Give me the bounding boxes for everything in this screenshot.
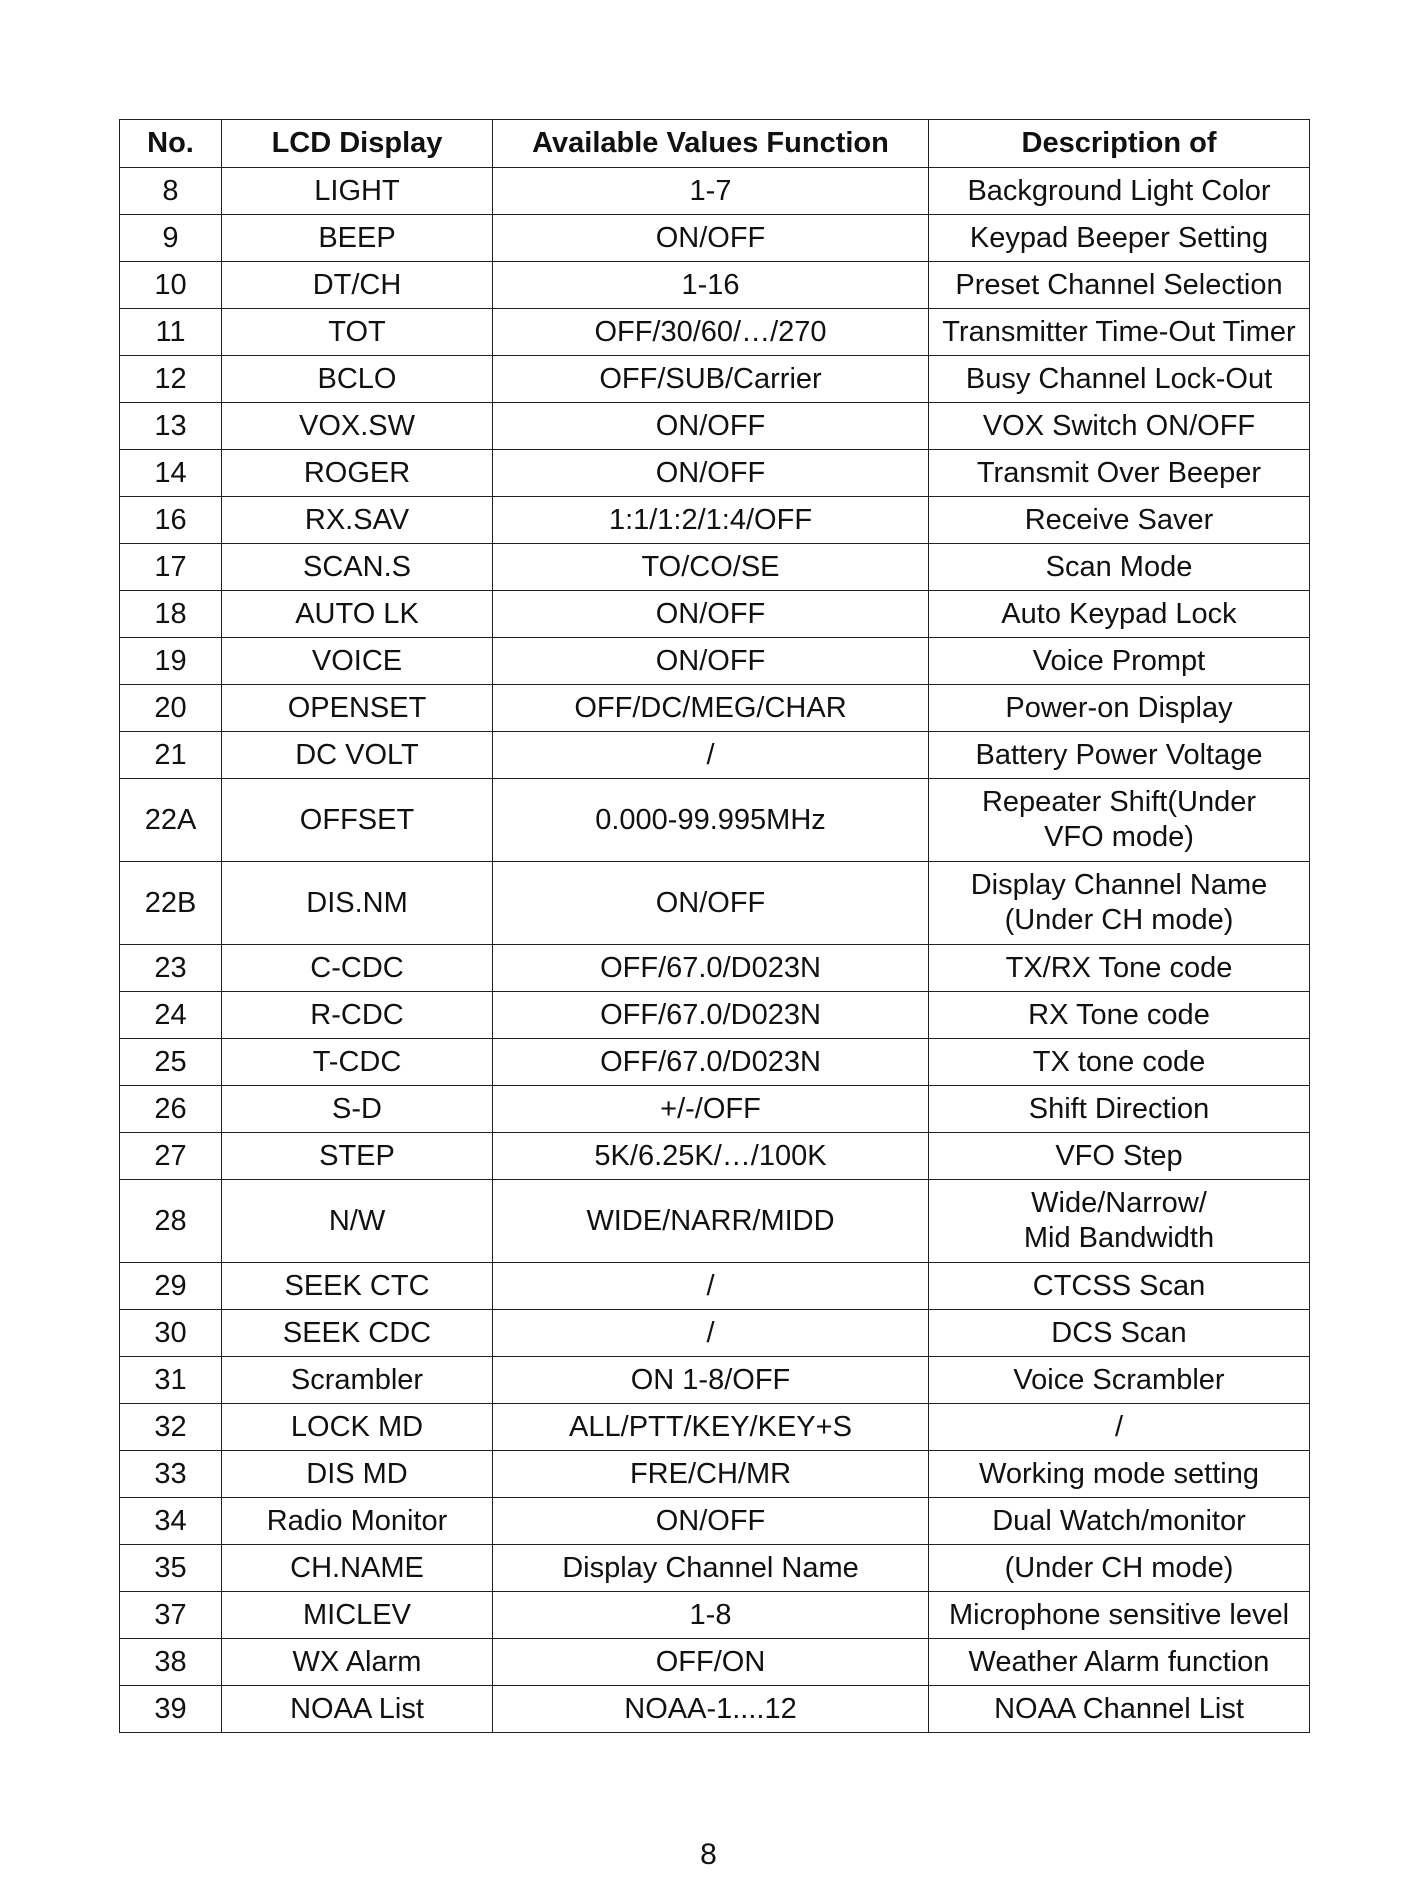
cell-no: 32 <box>120 1404 222 1451</box>
cell-lcd-display: N/W <box>222 1180 493 1263</box>
table-row <box>120 1686 1310 1733</box>
cell-description: Power-on Display <box>929 685 1310 732</box>
cell-lcd-display: VOX.SW <box>222 403 493 450</box>
cell-description: TX/RX Tone code <box>929 945 1310 992</box>
cell-no: 13 <box>120 403 222 450</box>
cell-available-values: / <box>493 1263 929 1310</box>
cell-description: NOAA Channel List <box>929 1686 1310 1733</box>
table-row <box>120 262 1310 309</box>
cell-lcd-display: SEEK CTC <box>222 1263 493 1310</box>
header-lcd-display: LCD Display <box>222 120 493 168</box>
cell-no: 12 <box>120 356 222 403</box>
cell-lcd-display: LIGHT <box>222 168 493 215</box>
cell-available-values: Display Channel Name <box>493 1545 929 1592</box>
header-no: No. <box>120 120 222 168</box>
cell-description: Transmitter Time-Out Timer <box>929 309 1310 356</box>
cell-lcd-display: CH.NAME <box>222 1545 493 1592</box>
cell-available-values: ON 1-8/OFF <box>493 1357 929 1404</box>
table-row <box>120 1310 1310 1357</box>
cell-lcd-display: AUTO LK <box>222 591 493 638</box>
cell-no: 34 <box>120 1498 222 1545</box>
cell-lcd-display: C-CDC <box>222 945 493 992</box>
cell-description: Busy Channel Lock-Out <box>929 356 1310 403</box>
cell-description: Microphone sensitive level <box>929 1592 1310 1639</box>
table-row <box>120 591 1310 638</box>
table-row <box>120 638 1310 685</box>
cell-available-values: / <box>493 732 929 779</box>
cell-lcd-display: TOT <box>222 309 493 356</box>
cell-lcd-display: DT/CH <box>222 262 493 309</box>
cell-description <box>929 779 1310 862</box>
cell-no: 24 <box>120 992 222 1039</box>
cell-no: 10 <box>120 262 222 309</box>
table-row <box>120 1639 1310 1686</box>
cell-available-values: OFF/SUB/Carrier <box>493 356 929 403</box>
cell-lcd-display: OPENSET <box>222 685 493 732</box>
cell-lcd-display: BCLO <box>222 356 493 403</box>
cell-description: CTCSS Scan <box>929 1263 1310 1310</box>
cell-no: 37 <box>120 1592 222 1639</box>
table-row <box>120 1357 1310 1404</box>
cell-no: 14 <box>120 450 222 497</box>
cell-no: 18 <box>120 591 222 638</box>
cell-available-values: ALL/PTT/KEY/KEY+S <box>493 1404 929 1451</box>
cell-description: DCS Scan <box>929 1310 1310 1357</box>
cell-available-values: OFF/DC/MEG/CHAR <box>493 685 929 732</box>
cell-available-values: ON/OFF <box>493 403 929 450</box>
cell-lcd-display: RX.SAV <box>222 497 493 544</box>
cell-description: / <box>929 1404 1310 1451</box>
table-row <box>120 309 1310 356</box>
cell-available-values: OFF/ON <box>493 1639 929 1686</box>
cell-lcd-display: T-CDC <box>222 1039 493 1086</box>
cell-description: Voice Scrambler <box>929 1357 1310 1404</box>
table-row <box>120 168 1310 215</box>
table-row <box>120 1404 1310 1451</box>
cell-lcd-display: Radio Monitor <box>222 1498 493 1545</box>
table-row <box>120 1451 1310 1498</box>
cell-description: Scan Mode <box>929 544 1310 591</box>
cell-no: 21 <box>120 732 222 779</box>
cell-description: Working mode setting <box>929 1451 1310 1498</box>
table-row <box>120 1592 1310 1639</box>
cell-lcd-display: VOICE <box>222 638 493 685</box>
cell-description: Auto Keypad Lock <box>929 591 1310 638</box>
header-description: Description of <box>929 120 1310 168</box>
table-header-row <box>120 120 1310 168</box>
cell-available-values: / <box>493 1310 929 1357</box>
cell-available-values: OFF/67.0/D023N <box>493 992 929 1039</box>
table-header <box>120 120 1310 168</box>
cell-lcd-display: MICLEV <box>222 1592 493 1639</box>
cell-description: TX tone code <box>929 1039 1310 1086</box>
cell-no: 16 <box>120 497 222 544</box>
cell-available-values: ON/OFF <box>493 862 929 945</box>
table-row <box>120 403 1310 450</box>
cell-no: 17 <box>120 544 222 591</box>
table-row <box>120 862 1310 945</box>
cell-no: 8 <box>120 168 222 215</box>
cell-description: VFO Step <box>929 1133 1310 1180</box>
cell-description: Receive Saver <box>929 497 1310 544</box>
table-row <box>120 215 1310 262</box>
cell-no: 20 <box>120 685 222 732</box>
description-line-2: (Under CH mode) <box>1004 904 1234 936</box>
cell-no: 9 <box>120 215 222 262</box>
cell-description <box>929 1180 1310 1263</box>
cell-description <box>929 862 1310 945</box>
cell-no: 28 <box>120 1180 222 1263</box>
cell-no: 19 <box>120 638 222 685</box>
table-row <box>120 1263 1310 1310</box>
cell-lcd-display: BEEP <box>222 215 493 262</box>
cell-no: 30 <box>120 1310 222 1357</box>
description-line-2: VFO mode) <box>1044 821 1194 853</box>
cell-no: 23 <box>120 945 222 992</box>
cell-no: 22A <box>120 779 222 862</box>
description-line-1: Wide/Narrow/ <box>1031 1187 1207 1219</box>
cell-no: 38 <box>120 1639 222 1686</box>
cell-available-values: 0.000-99.995MHz <box>493 779 929 862</box>
cell-description: Battery Power Voltage <box>929 732 1310 779</box>
cell-lcd-display: STEP <box>222 1133 493 1180</box>
cell-description: RX Tone code <box>929 992 1310 1039</box>
table-row <box>120 732 1310 779</box>
table-row <box>120 544 1310 591</box>
table-row <box>120 992 1310 1039</box>
cell-available-values: ON/OFF <box>493 638 929 685</box>
cell-available-values: NOAA-1....12 <box>493 1686 929 1733</box>
cell-no: 22B <box>120 862 222 945</box>
cell-lcd-display: S-D <box>222 1086 493 1133</box>
cell-available-values: +/-/OFF <box>493 1086 929 1133</box>
cell-available-values: TO/CO/SE <box>493 544 929 591</box>
cell-no: 35 <box>120 1545 222 1592</box>
cell-lcd-display: DC VOLT <box>222 732 493 779</box>
table-row <box>120 685 1310 732</box>
cell-available-values: OFF/30/60/…/270 <box>493 309 929 356</box>
cell-description: Keypad Beeper Setting <box>929 215 1310 262</box>
cell-available-values: 1:1/1:2/1:4/OFF <box>493 497 929 544</box>
cell-description: Voice Prompt <box>929 638 1310 685</box>
description-line-1: Repeater Shift(Under <box>981 786 1257 818</box>
cell-lcd-display: OFFSET <box>222 779 493 862</box>
cell-description: VOX Switch ON/OFF <box>929 403 1310 450</box>
cell-lcd-display: DIS.NM <box>222 862 493 945</box>
cell-no: 39 <box>120 1686 222 1733</box>
page-number: 8 <box>700 1838 717 1871</box>
menu-settings-table <box>119 119 1310 1733</box>
cell-no: 27 <box>120 1133 222 1180</box>
description-line-1: Display Channel Name <box>970 869 1268 901</box>
table-row <box>120 1039 1310 1086</box>
table-row <box>120 1133 1310 1180</box>
cell-available-values: ON/OFF <box>493 215 929 262</box>
description-line-2: Mid Bandwidth <box>1023 1222 1215 1254</box>
cell-available-values: OFF/67.0/D023N <box>493 945 929 992</box>
table-row <box>120 497 1310 544</box>
cell-lcd-display: DIS MD <box>222 1451 493 1498</box>
cell-available-values: 5K/6.25K/…/100K <box>493 1133 929 1180</box>
table-row <box>120 450 1310 497</box>
cell-available-values: 1-8 <box>493 1592 929 1639</box>
cell-lcd-display: NOAA List <box>222 1686 493 1733</box>
cell-available-values: OFF/67.0/D023N <box>493 1039 929 1086</box>
cell-no: 25 <box>120 1039 222 1086</box>
cell-lcd-display: SEEK CDC <box>222 1310 493 1357</box>
cell-available-values: 1-16 <box>493 262 929 309</box>
cell-lcd-display: R-CDC <box>222 992 493 1039</box>
cell-no: 31 <box>120 1357 222 1404</box>
cell-lcd-display: ROGER <box>222 450 493 497</box>
cell-available-values: FRE/CH/MR <box>493 1451 929 1498</box>
table-body <box>120 168 1310 1733</box>
cell-lcd-display: Scrambler <box>222 1357 493 1404</box>
cell-description: Dual Watch/monitor <box>929 1498 1310 1545</box>
table-row <box>120 1086 1310 1133</box>
cell-available-values: ON/OFF <box>493 450 929 497</box>
cell-lcd-display: WX Alarm <box>222 1639 493 1686</box>
header-available-values: Available Values Function <box>493 120 929 168</box>
table-row <box>120 1545 1310 1592</box>
cell-description: Preset Channel Selection <box>929 262 1310 309</box>
cell-description: Shift Direction <box>929 1086 1310 1133</box>
cell-description: Transmit Over Beeper <box>929 450 1310 497</box>
table-row <box>120 356 1310 403</box>
cell-no: 26 <box>120 1086 222 1133</box>
cell-description: Background Light Color <box>929 168 1310 215</box>
cell-description: (Under CH mode) <box>929 1545 1310 1592</box>
table-row <box>120 945 1310 992</box>
table-row <box>120 1498 1310 1545</box>
table-row <box>120 779 1310 862</box>
cell-available-values: 1-7 <box>493 168 929 215</box>
cell-lcd-display: LOCK MD <box>222 1404 493 1451</box>
cell-available-values: ON/OFF <box>493 591 929 638</box>
cell-lcd-display: SCAN.S <box>222 544 493 591</box>
cell-no: 29 <box>120 1263 222 1310</box>
cell-available-values: WIDE/NARR/MIDD <box>493 1180 929 1263</box>
table-row <box>120 1180 1310 1263</box>
cell-description: Weather Alarm function <box>929 1639 1310 1686</box>
cell-no: 11 <box>120 309 222 356</box>
cell-no: 33 <box>120 1451 222 1498</box>
cell-available-values: ON/OFF <box>493 1498 929 1545</box>
